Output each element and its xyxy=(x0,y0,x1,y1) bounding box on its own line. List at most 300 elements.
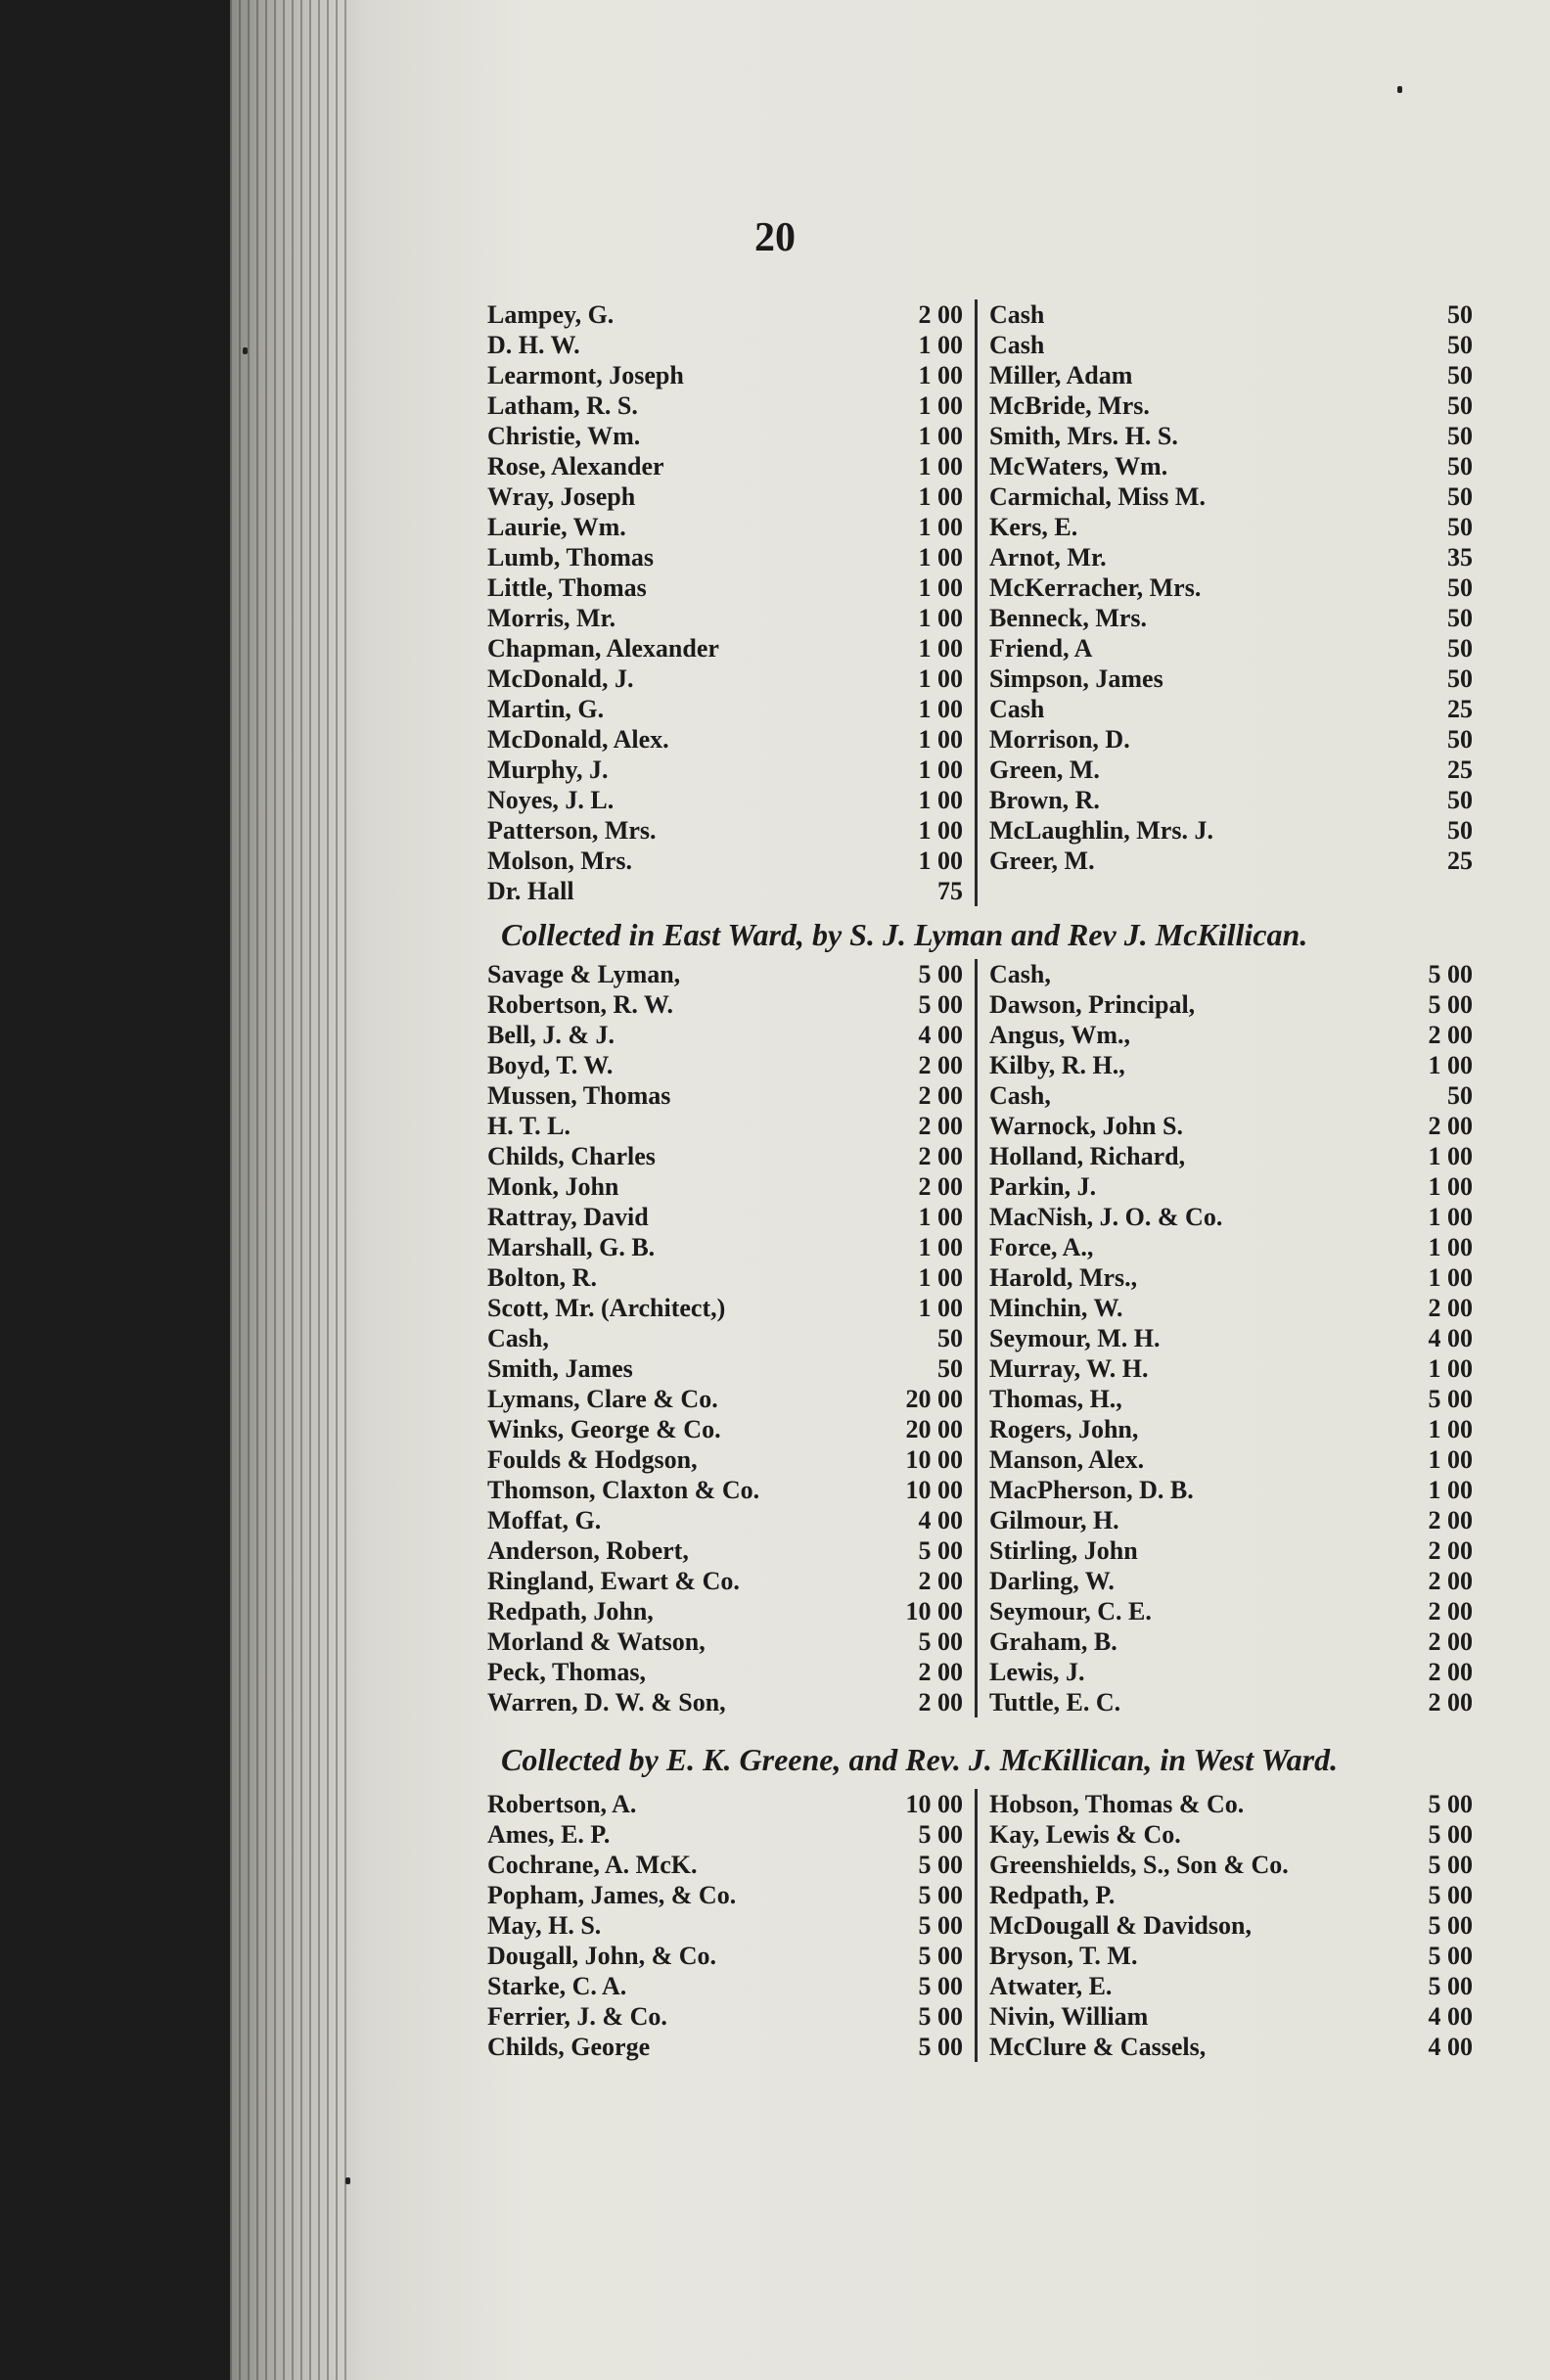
ledger-row xyxy=(479,1262,975,1293)
ink-speck xyxy=(1397,86,1402,93)
contributor-name: Scott, Mr. (Architect,) xyxy=(487,1294,726,1322)
section-heading-east-ward: Collected in East Ward, by S. J. Lyman and Rev J. McKillican. xyxy=(501,917,1308,952)
contribution-amount: 25 xyxy=(1447,695,1473,723)
contributor-name: Green, M. xyxy=(989,755,1100,784)
contributor-name: Morris, Mr. xyxy=(487,604,616,632)
contributor-name: Redpath, John, xyxy=(487,1597,654,1625)
contributor-name: Robertson, A. xyxy=(487,1790,637,1818)
contributor-name: Christie, Wm. xyxy=(487,422,641,450)
contribution-amount: 20 00 xyxy=(905,1385,963,1413)
ledger-row xyxy=(479,451,975,481)
contribution-amount: 50 xyxy=(1447,452,1473,481)
ledger-row xyxy=(479,390,975,421)
contributor-name: Mussen, Thomas xyxy=(487,1081,671,1110)
contributor-name: Redpath, P. xyxy=(989,1881,1116,1909)
contribution-amount: 5 00 xyxy=(918,1942,963,1970)
ledger-row xyxy=(479,785,975,815)
ledger-row xyxy=(978,1020,1473,1050)
ledger-row xyxy=(978,1910,1473,1941)
ledger-row xyxy=(479,724,975,755)
contribution-amount: 1 00 xyxy=(918,1294,963,1322)
ledger-row xyxy=(978,1505,1473,1535)
ledger-column-right xyxy=(978,299,1473,906)
ledger-row xyxy=(479,1414,975,1444)
contributor-name: Cash xyxy=(989,300,1045,329)
ledger-row xyxy=(479,1020,975,1050)
contributor-name: Bryson, T. M. xyxy=(989,1942,1138,1970)
contribution-amount: 5 00 xyxy=(1428,1881,1473,1909)
contribution-amount: 1 00 xyxy=(1428,1354,1473,1383)
contributor-name: Warnock, John S. xyxy=(989,1112,1183,1140)
ledger-row xyxy=(479,1535,975,1566)
contribution-amount: 50 xyxy=(1447,513,1473,541)
ledger-column-right xyxy=(978,959,1473,1717)
contribution-amount: 2 00 xyxy=(1428,1627,1473,1656)
ledger-row xyxy=(978,572,1473,603)
section-heading-west-ward: Collected by E. K. Greene, and Rev. J. McKillican, in West Ward. xyxy=(501,1742,1339,1777)
ledger-row xyxy=(479,1293,975,1323)
ledger-row xyxy=(978,1111,1473,1141)
ledger-row xyxy=(479,1080,975,1111)
contributor-name: May, H. S. xyxy=(487,1911,602,1940)
contribution-amount: 1 00 xyxy=(918,664,963,693)
contributor-name: Chapman, Alexander xyxy=(487,634,719,663)
ledger-row xyxy=(978,1171,1473,1202)
contribution-amount: 1 00 xyxy=(918,1203,963,1231)
contributor-name: Dougall, John, & Co. xyxy=(487,1942,717,1970)
ledger-block-east-ward xyxy=(479,959,1473,1717)
contributor-name: Minchin, W. xyxy=(989,1294,1123,1322)
contributor-name: Peck, Thomas, xyxy=(487,1658,647,1686)
contribution-amount: 1 00 xyxy=(918,847,963,875)
contributor-name: Noyes, J. L. xyxy=(487,786,615,814)
ledger-row xyxy=(978,846,1473,876)
ledger-row xyxy=(479,360,975,390)
contribution-amount: 2 00 xyxy=(918,1081,963,1110)
contributor-name: Seymour, C. E. xyxy=(989,1597,1152,1625)
ledger-row xyxy=(479,2001,975,2032)
ledger-row xyxy=(479,1141,975,1171)
ledger-column-left xyxy=(479,959,978,1717)
contributor-name: McClure & Cassels, xyxy=(989,2033,1207,2061)
ledger-row xyxy=(479,664,975,694)
ledger-row xyxy=(978,390,1473,421)
contribution-amount: 10 00 xyxy=(905,1445,963,1474)
ledger-row xyxy=(479,1819,975,1850)
contribution-amount: 5 00 xyxy=(1428,1385,1473,1413)
ledger-row xyxy=(479,1941,975,1971)
contribution-amount: 1 00 xyxy=(1428,1203,1473,1231)
contribution-amount: 4 00 xyxy=(1428,1324,1473,1352)
ledger-row xyxy=(479,572,975,603)
contributor-name: Dr. Hall xyxy=(487,877,574,905)
ledger-row xyxy=(479,1505,975,1535)
ledger-row xyxy=(978,330,1473,360)
contribution-amount: 1 00 xyxy=(918,573,963,602)
contribution-amount: 4 00 xyxy=(918,1021,963,1049)
contributor-name: Greenshields, S., Son & Co. xyxy=(989,1851,1289,1879)
contributor-name: Marshall, G. B. xyxy=(487,1233,656,1261)
ledger-row xyxy=(978,1323,1473,1353)
ledger-row xyxy=(978,1626,1473,1657)
ledger-row xyxy=(479,694,975,724)
contributor-name: Nivin, William xyxy=(989,2002,1149,2031)
contribution-amount: 50 xyxy=(1447,725,1473,754)
contributor-name: Morland & Watson, xyxy=(487,1627,706,1656)
ledger-row xyxy=(978,360,1473,390)
ledger-row xyxy=(978,1880,1473,1910)
contribution-amount: 75 xyxy=(937,877,963,905)
contributor-name: Lumb, Thomas xyxy=(487,543,655,572)
contributor-name: Morrison, D. xyxy=(989,725,1130,754)
contribution-amount: 1 00 xyxy=(918,391,963,420)
contributor-name: Popham, James, & Co. xyxy=(487,1881,737,1909)
contributor-name: Kilby, R. H., xyxy=(989,1051,1125,1079)
ledger-row xyxy=(978,785,1473,815)
contributor-name: Warren, D. W. & Son, xyxy=(487,1688,726,1716)
ledger-row xyxy=(479,989,975,1020)
contributor-name: Savage & Lyman, xyxy=(487,960,681,988)
contributor-name: Rogers, John, xyxy=(989,1415,1139,1443)
ledger-row xyxy=(479,1171,975,1202)
page-edge xyxy=(230,0,347,2380)
contribution-amount: 10 00 xyxy=(905,1790,963,1818)
contribution-amount: 50 xyxy=(1447,664,1473,693)
contribution-amount: 25 xyxy=(1447,847,1473,875)
ledger-row xyxy=(479,755,975,785)
ledger-row xyxy=(978,1789,1473,1819)
contribution-amount: 1 00 xyxy=(1428,1445,1473,1474)
contribution-amount: 2 00 xyxy=(1428,1688,1473,1716)
contributor-name: Lewis, J. xyxy=(989,1658,1085,1686)
contribution-amount: 2 00 xyxy=(1428,1536,1473,1565)
ledger-row xyxy=(978,1596,1473,1626)
contribution-amount: 2 00 xyxy=(1428,1294,1473,1322)
ledger-row xyxy=(479,1475,975,1505)
contributor-name: H. T. L. xyxy=(487,1112,571,1140)
ledger-row xyxy=(479,1789,975,1819)
ledger-row xyxy=(978,603,1473,633)
contributor-name: Lymans, Clare & Co. xyxy=(487,1385,718,1413)
contributor-name: D. H. W. xyxy=(487,331,580,359)
ledger-row xyxy=(479,1232,975,1262)
contribution-amount: 2 00 xyxy=(918,1567,963,1595)
contribution-amount: 4 00 xyxy=(918,1506,963,1534)
contribution-amount: 4 00 xyxy=(1428,2002,1473,2031)
contributor-name: MacPherson, D. B. xyxy=(989,1476,1194,1504)
contribution-amount: 1 00 xyxy=(918,786,963,814)
ledger-row xyxy=(978,451,1473,481)
ledger-row xyxy=(978,1535,1473,1566)
ledger-column-left xyxy=(479,299,978,906)
ledger-row xyxy=(978,1384,1473,1414)
contributor-name: Smith, Mrs. H. S. xyxy=(989,422,1178,450)
ledger-row xyxy=(479,1323,975,1353)
contribution-amount: 5 00 xyxy=(918,1851,963,1879)
contribution-amount: 1 00 xyxy=(918,755,963,784)
ledger-row xyxy=(978,481,1473,512)
contribution-amount: 1 00 xyxy=(918,725,963,754)
contributor-name: Arnot, Mr. xyxy=(989,543,1107,572)
contribution-amount: 5 00 xyxy=(1428,1942,1473,1970)
ledger-row xyxy=(978,1262,1473,1293)
ledger-row xyxy=(978,299,1473,330)
contributor-name: Carmichal, Miss M. xyxy=(989,482,1206,511)
contributor-name: Stirling, John xyxy=(989,1536,1138,1565)
ledger-block-1 xyxy=(479,299,1473,906)
ledger-row xyxy=(978,421,1473,451)
contributor-name: Cash xyxy=(989,695,1045,723)
contribution-amount: 2 00 xyxy=(918,1112,963,1140)
contributor-name: Graham, B. xyxy=(989,1627,1117,1656)
ledger-row xyxy=(479,1384,975,1414)
contributor-name: Ames, E. P. xyxy=(487,1820,611,1849)
contributor-name: Brown, R. xyxy=(989,786,1100,814)
contribution-amount: 1 00 xyxy=(918,543,963,572)
contribution-amount: 5 00 xyxy=(1428,1790,1473,1818)
contribution-amount: 2 00 xyxy=(918,300,963,329)
contributor-name: Little, Thomas xyxy=(487,573,647,602)
contributor-name: Friend, A xyxy=(989,634,1093,663)
ledger-row xyxy=(479,330,975,360)
contribution-amount: 50 xyxy=(1447,422,1473,450)
contribution-amount: 10 00 xyxy=(905,1597,963,1625)
contribution-amount: 5 00 xyxy=(918,1627,963,1656)
contributor-name: Murphy, J. xyxy=(487,755,609,784)
ledger-row xyxy=(978,1141,1473,1171)
contributor-name: Rattray, David xyxy=(487,1203,649,1231)
ledger-row xyxy=(479,1444,975,1475)
ledger-row xyxy=(479,603,975,633)
contributor-name: Greer, M. xyxy=(989,847,1095,875)
ledger-row xyxy=(978,1232,1473,1262)
ledger-row xyxy=(978,959,1473,989)
contributor-name: Gilmour, H. xyxy=(989,1506,1119,1534)
contributor-name: Rose, Alexander xyxy=(487,452,664,481)
contribution-amount: 2 00 xyxy=(1428,1597,1473,1625)
contribution-amount: 5 00 xyxy=(918,1972,963,2000)
ledger-row xyxy=(978,989,1473,1020)
ledger-row xyxy=(978,2001,1473,2032)
contributor-name: Cochrane, A. McK. xyxy=(487,1851,698,1879)
contribution-amount: 2 00 xyxy=(1428,1658,1473,1686)
contributor-name: McDonald, Alex. xyxy=(487,725,669,754)
ledger-row xyxy=(978,1475,1473,1505)
contribution-amount: 50 xyxy=(1447,786,1473,814)
contribution-amount: 2 00 xyxy=(1428,1506,1473,1534)
contributor-name: Smith, James xyxy=(487,1354,633,1383)
contributor-name: Martin, G. xyxy=(487,695,605,723)
ledger-row xyxy=(978,1444,1473,1475)
contribution-amount: 1 00 xyxy=(918,695,963,723)
ledger-row xyxy=(479,1971,975,2001)
contribution-amount: 5 00 xyxy=(918,990,963,1019)
ledger-row xyxy=(978,1687,1473,1717)
contributor-name: Learmont, Joseph xyxy=(487,361,684,389)
ledger-row xyxy=(479,1910,975,1941)
contributor-name: Benneck, Mrs. xyxy=(989,604,1148,632)
contribution-amount: 5 00 xyxy=(918,2002,963,2031)
contribution-amount: 1 00 xyxy=(1428,1263,1473,1292)
ledger-row xyxy=(978,1293,1473,1323)
contributor-name: Moffat, G. xyxy=(487,1506,602,1534)
contributor-name: Monk, John xyxy=(487,1172,619,1201)
contribution-amount: 5 00 xyxy=(1428,960,1473,988)
ledger-row xyxy=(978,1850,1473,1880)
contributor-name: McDonald, J. xyxy=(487,664,634,693)
contributor-name: Cash, xyxy=(989,960,1051,988)
contribution-amount: 5 00 xyxy=(1428,1911,1473,1940)
contributor-name: Starke, C. A. xyxy=(487,1972,627,2000)
contribution-amount: 1 00 xyxy=(918,422,963,450)
ledger-row xyxy=(978,1353,1473,1384)
ledger-column-right xyxy=(978,1789,1473,2062)
ledger-row xyxy=(479,959,975,989)
contribution-amount: 1 00 xyxy=(1428,1172,1473,1201)
ledger-row xyxy=(479,846,975,876)
contribution-amount: 1 00 xyxy=(1428,1233,1473,1261)
contributor-name: Childs, George xyxy=(487,2033,651,2061)
contributor-name: McWaters, Wm. xyxy=(989,452,1168,481)
contribution-amount: 1 00 xyxy=(1428,1142,1473,1170)
contributor-name: Cash, xyxy=(989,1081,1051,1110)
contributor-name: Holland, Richard, xyxy=(989,1142,1186,1170)
contributor-name: Manson, Alex. xyxy=(989,1445,1145,1474)
contribution-amount: 50 xyxy=(1447,331,1473,359)
contribution-amount: 1 00 xyxy=(918,482,963,511)
contribution-amount: 35 xyxy=(1447,543,1473,572)
contributor-name: Angus, Wm., xyxy=(989,1021,1131,1049)
contributor-name: Thomas, H., xyxy=(989,1385,1122,1413)
ledger-row xyxy=(978,633,1473,664)
contributor-name: Robertson, R. W. xyxy=(487,990,673,1019)
ledger-row xyxy=(479,481,975,512)
contributor-name: McKerracher, Mrs. xyxy=(989,573,1202,602)
contribution-amount: 1 00 xyxy=(918,1233,963,1261)
ledger-row xyxy=(479,512,975,542)
contribution-amount: 5 00 xyxy=(1428,1820,1473,1849)
contribution-amount: 1 00 xyxy=(918,1263,963,1292)
contributor-name: Ferrier, J. & Co. xyxy=(487,2002,667,2031)
ledger-row xyxy=(479,876,975,906)
ledger-row xyxy=(479,1626,975,1657)
ledger-row xyxy=(978,1971,1473,2001)
contributor-name: Patterson, Mrs. xyxy=(487,816,657,845)
contribution-amount: 50 xyxy=(1447,604,1473,632)
ledger-row xyxy=(978,1941,1473,1971)
ledger-row xyxy=(978,694,1473,724)
contribution-amount: 1 00 xyxy=(918,331,963,359)
ledger-row xyxy=(479,1687,975,1717)
contribution-amount: 2 00 xyxy=(1428,1567,1473,1595)
contribution-amount: 5 00 xyxy=(1428,1851,1473,1879)
contributor-name: Harold, Mrs., xyxy=(989,1263,1138,1292)
contribution-amount: 5 00 xyxy=(918,960,963,988)
ink-speck xyxy=(345,2177,350,2184)
contributor-name: Cash xyxy=(989,331,1045,359)
contributor-name: MacNish, J. O. & Co. xyxy=(989,1203,1223,1231)
contributor-name: Hobson, Thomas & Co. xyxy=(989,1790,1245,1818)
contributor-name: Lampey, G. xyxy=(487,300,615,329)
contributor-name: Seymour, M. H. xyxy=(989,1324,1161,1352)
contributor-name: Winks, George & Co. xyxy=(487,1415,721,1443)
ledger-row xyxy=(479,1050,975,1080)
ledger-row xyxy=(479,815,975,846)
contributor-name: Wray, Joseph xyxy=(487,482,636,511)
ledger-row xyxy=(978,1819,1473,1850)
contributor-name: Ringland, Ewart & Co. xyxy=(487,1567,740,1595)
contributor-name: Boyd, T. W. xyxy=(487,1051,614,1079)
contributor-name: Dawson, Principal, xyxy=(989,990,1196,1019)
contribution-amount: 50 xyxy=(937,1324,963,1352)
contributor-name: Kers, E. xyxy=(989,513,1078,541)
contributor-name: Simpson, James xyxy=(989,664,1163,693)
ledger-row xyxy=(479,542,975,572)
contribution-amount: 50 xyxy=(937,1354,963,1383)
contribution-amount: 5 00 xyxy=(1428,990,1473,1019)
contributor-name: Kay, Lewis & Co. xyxy=(989,1820,1181,1849)
contributor-name: Thomson, Claxton & Co. xyxy=(487,1476,760,1504)
contribution-amount: 5 00 xyxy=(1428,1972,1473,2000)
contributor-name: Foulds & Hodgson, xyxy=(487,1445,698,1474)
ledger-row xyxy=(479,1111,975,1141)
contribution-amount: 4 00 xyxy=(1428,2033,1473,2061)
ledger-row xyxy=(978,1566,1473,1596)
ledger-row xyxy=(479,1353,975,1384)
contribution-amount: 25 xyxy=(1447,755,1473,784)
contribution-amount: 1 00 xyxy=(1428,1476,1473,1504)
contribution-amount: 50 xyxy=(1447,300,1473,329)
contribution-amount: 2 00 xyxy=(1428,1112,1473,1140)
ledger-row xyxy=(978,664,1473,694)
contribution-amount: 50 xyxy=(1447,634,1473,663)
ledger-row xyxy=(479,299,975,330)
contribution-amount: 2 00 xyxy=(918,1688,963,1716)
contributor-name: Miller, Adam xyxy=(989,361,1133,389)
ledger-row xyxy=(978,1050,1473,1080)
contribution-amount: 1 00 xyxy=(1428,1051,1473,1079)
ledger-row xyxy=(978,1080,1473,1111)
ledger-row xyxy=(479,633,975,664)
contributor-name: McLaughlin, Mrs. J. xyxy=(989,816,1213,845)
contribution-amount: 1 00 xyxy=(918,816,963,845)
contribution-amount: 5 00 xyxy=(918,1911,963,1940)
contributor-name: Bolton, R. xyxy=(487,1263,597,1292)
contribution-amount: 1 00 xyxy=(918,513,963,541)
contributor-name: Bell, J. & J. xyxy=(487,1021,615,1049)
contribution-amount: 1 00 xyxy=(918,452,963,481)
contribution-amount: 2 00 xyxy=(918,1142,963,1170)
page-number: 20 xyxy=(754,215,796,260)
contribution-amount: 50 xyxy=(1447,482,1473,511)
ledger-block-west-ward xyxy=(479,1789,1473,2062)
ledger-row xyxy=(479,1596,975,1626)
contribution-amount: 1 00 xyxy=(918,361,963,389)
contribution-amount: 50 xyxy=(1447,361,1473,389)
ink-speck xyxy=(243,347,248,354)
ledger-row xyxy=(978,542,1473,572)
contributor-name: Parkin, J. xyxy=(989,1172,1097,1201)
ledger-row xyxy=(479,1202,975,1232)
contributor-name: Childs, Charles xyxy=(487,1142,656,1170)
contributor-name: Laurie, Wm. xyxy=(487,513,626,541)
ledger-row xyxy=(479,421,975,451)
ledger-row xyxy=(978,755,1473,785)
contributor-name: Force, A., xyxy=(989,1233,1094,1261)
contribution-amount: 2 00 xyxy=(918,1658,963,1686)
contributor-name: Latham, R. S. xyxy=(487,391,638,420)
ledger-row xyxy=(479,1850,975,1880)
